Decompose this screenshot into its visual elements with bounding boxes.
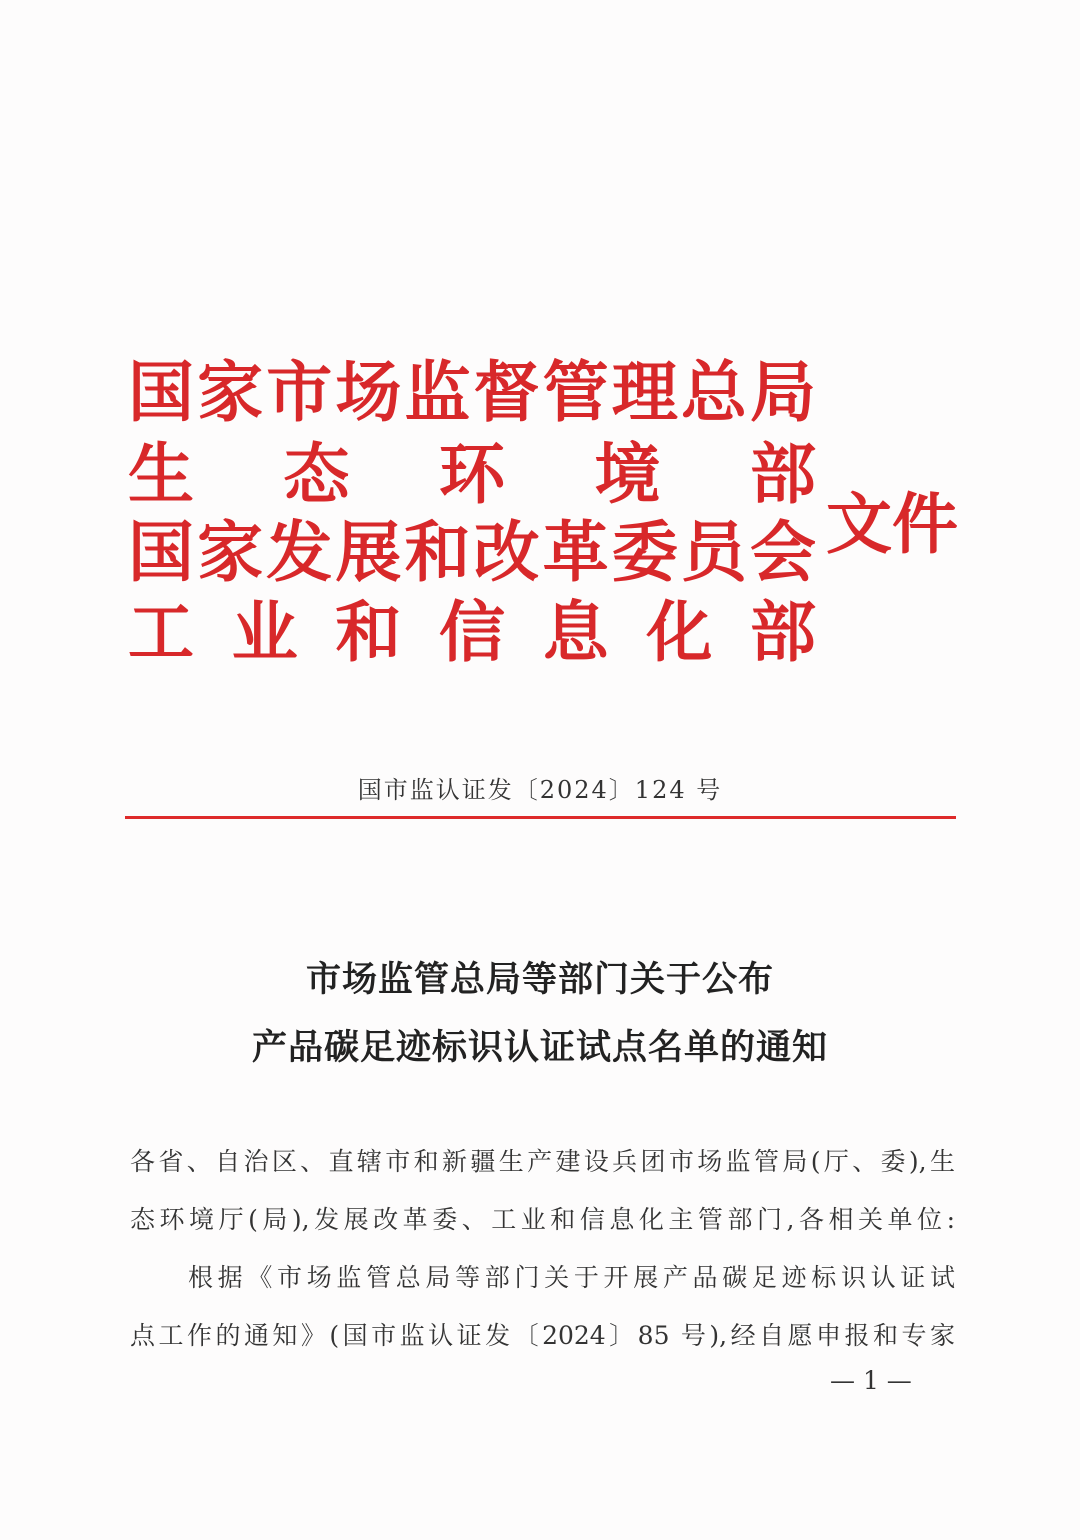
body-line: 点工作的通知》(国市监认证发〔2024〕85 号),经自愿申报和专家: [130, 1321, 955, 1350]
document-body: [130, 1133, 955, 1365]
body-line: 根据《市场监管总局等部门关于开展产品碳足迹标识认证试: [188, 1263, 955, 1292]
body-line: 各省、自治区、直辖市和新疆生产建设兵团市场监管局(厅、委),生: [130, 1147, 955, 1176]
page-number: — 1 —: [830, 1366, 912, 1395]
red-divider: [125, 816, 956, 819]
title-line-2: 产品碳足迹标识认证试点名单的通知: [251, 1027, 828, 1068]
issuer-mee: 生态环境部: [128, 435, 816, 513]
body-line: 态环境厅(局),发展改革委、工业和信息化主管部门,各相关单位:: [130, 1205, 955, 1234]
document-suffix: 文件: [826, 485, 958, 563]
title-line-1: 市场监管总局等部门关于公布: [305, 959, 774, 1000]
issuer-miit: 工业和信息化部: [128, 593, 816, 671]
issuer-samr: 国家市场监督管理总局: [128, 353, 816, 431]
issuer-ndrc: 国家发展和改革委员会: [128, 513, 816, 591]
document-number: 国市监认证发〔2024〕124 号: [357, 776, 723, 804]
